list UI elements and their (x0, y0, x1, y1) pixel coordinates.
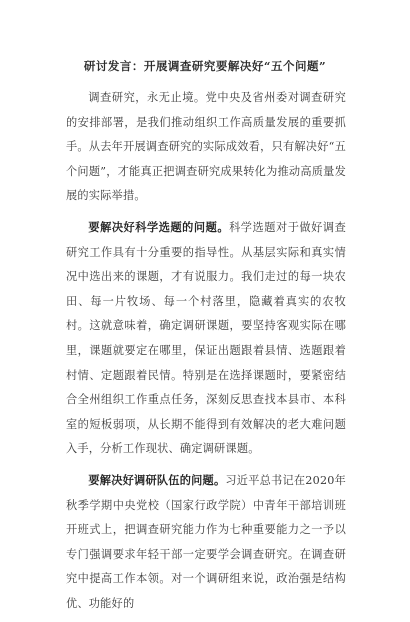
topic-selection-heading: 要解决好科学选题的问题。 (88, 219, 230, 234)
topic-selection-paragraph (66, 215, 346, 462)
research-team-heading: 要解决好调研队伍的问题。 (88, 472, 226, 487)
research-team-paragraph (66, 468, 346, 617)
intro-paragraph-text: 调查研究，永无止境。党中央及省州委对调查研究的安排部署，是我们推动组织工作高质量发展的重要抓手。从去年开展调查研究的实际成效看，只有解决好“五个问题”，才能真正把调查研究成果转化为推动高质量发展的实际举措。 (66, 91, 346, 203)
topic-selection-text: 科学选题对于做好调查研究工作具有十分重要的指导性。从基层实际和真实情况中选出来的课题，才有说服力。我们走过的每一块农田、每一片牧场、每一个村落里，隐藏着真实的农牧村。这就意味着，确定调研课题，要坚持客观实际在哪里，课题就要定在哪里，保证出题跟着县情、选题跟着村情、定题跟着民情。特别是在选择课题时，要紧密结合全州组织工作重点任务，深刻反思查找本县市、本科室的短板弱项，从长期不能得到有效解决的老大难问题入手，分析工作现状、确定调研课题。 (66, 220, 346, 456)
document-title: 研讨发言：开展调查研究要解决好“五个问题” (83, 59, 327, 73)
intro-paragraph (66, 86, 346, 209)
document-body (66, 86, 346, 622)
research-team-text: 习近平总书记在2020年秋季学期中央党校（国家行政学院）中青年干部培训班开班式上，把调查研究能力作为七种重要能力之一予以专门强调要求年轻干部一定要学会调查研究。在调查研究中提高工作本领。对一个调研组来说，政治强是结构优、功能好的 (66, 473, 346, 610)
